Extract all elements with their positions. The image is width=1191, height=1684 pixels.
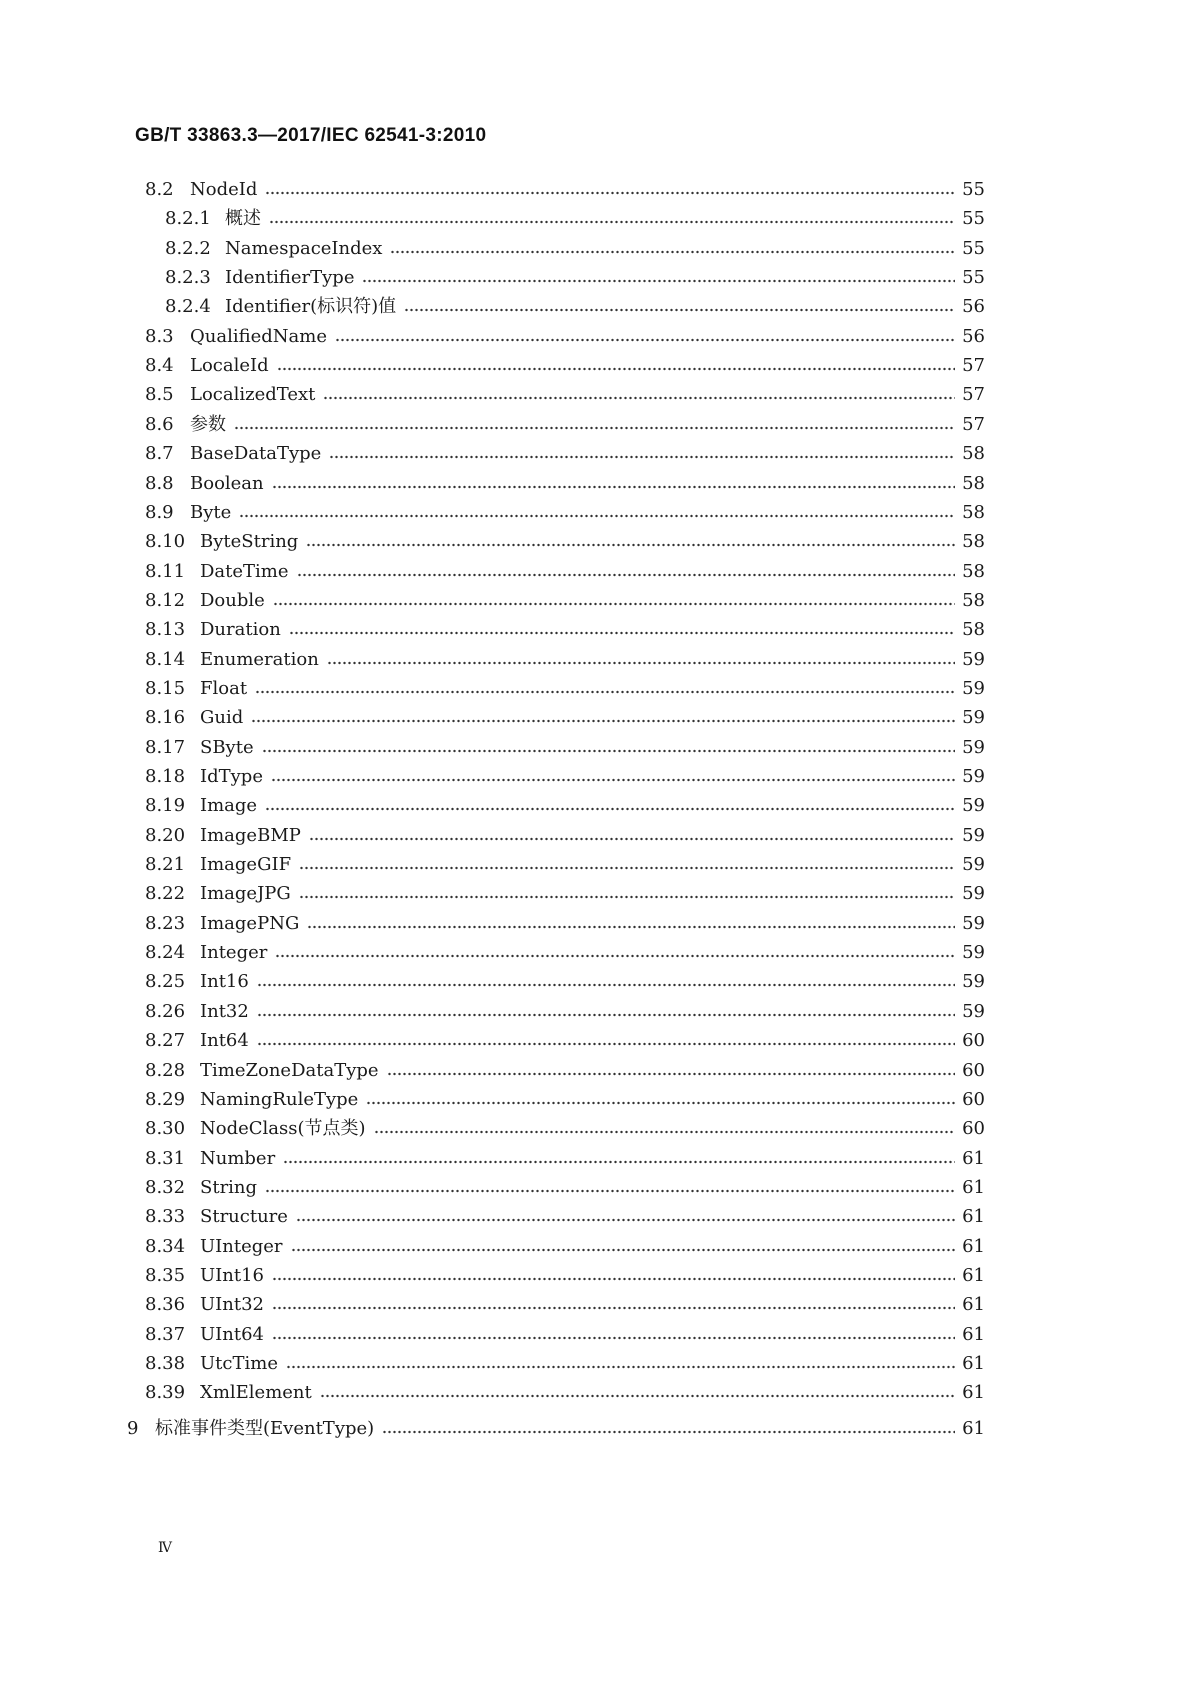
toc-entry-title: LocaleId	[190, 355, 269, 377]
toc-entry-page: 59	[962, 766, 985, 787]
toc-entry-number: 8.14	[145, 648, 186, 670]
toc-entry-title: NodeId	[190, 179, 258, 200]
dot-leader	[269, 220, 955, 224]
toc-entry-page: 55	[962, 208, 985, 230]
toc-entry-title: Boolean	[190, 472, 264, 494]
toc-entry-title: SByte	[200, 736, 254, 758]
toc-entry-page: 59	[962, 648, 985, 670]
toc-entry-title: Enumeration	[200, 648, 319, 670]
toc-entry-page: 59	[962, 1000, 985, 1022]
toc-entry-number: 8.25	[145, 971, 186, 993]
toc-entry[interactable]	[145, 383, 985, 407]
toc-entry-title: UInt32	[200, 1294, 265, 1316]
toc-entry-number: 8.13	[145, 619, 186, 641]
toc-entry[interactable]	[145, 824, 985, 848]
toc-entry-page: 59	[962, 824, 985, 846]
dot-leader	[374, 1130, 955, 1134]
dot-leader	[251, 719, 955, 723]
dot-leader	[265, 1189, 955, 1193]
toc-entry-page: 60	[962, 1030, 985, 1052]
toc-entry-page: 59	[962, 854, 985, 876]
toc-entry-page: 60	[962, 1118, 985, 1140]
dot-leader	[297, 573, 955, 577]
toc-entry[interactable]	[145, 618, 985, 642]
toc-entry[interactable]	[145, 941, 985, 965]
toc-entry-page: 60	[962, 1088, 985, 1110]
toc-entry-number: 8.27	[145, 1030, 186, 1052]
toc-entry-title: IdentifierType	[225, 267, 355, 289]
toc-entry-title: Int64	[200, 1030, 249, 1052]
toc-entry-number: 8.24	[145, 942, 186, 964]
toc-entry-title: LocalizedText	[190, 384, 316, 406]
toc-entry-title: UtcTime	[200, 1353, 278, 1374]
toc-entry[interactable]	[165, 266, 985, 290]
toc-entry-title: NamespaceIndex	[225, 237, 383, 259]
toc-entry[interactable]	[145, 736, 985, 760]
toc-entry-page: 58	[962, 560, 985, 582]
toc-entry-page: 61	[962, 1235, 985, 1257]
toc-entry[interactable]	[145, 1264, 985, 1288]
dot-leader	[366, 1101, 955, 1105]
toc-entry[interactable]	[165, 207, 985, 231]
toc-entry-title: ImageGIF	[200, 854, 292, 876]
toc-entry-page: 60	[962, 1059, 985, 1081]
toc-entry[interactable]	[145, 1117, 985, 1141]
toc-entry-title: String	[200, 1176, 258, 1198]
toc-entry-number: 8.31	[145, 1147, 186, 1169]
toc-entry[interactable]	[145, 1059, 985, 1083]
dot-leader	[329, 455, 955, 459]
toc-entry-number: 8.10	[145, 531, 186, 553]
toc-entry[interactable]	[145, 677, 985, 701]
toc-entry-number: 8.15	[145, 677, 186, 699]
toc-entry-number: 8.38	[145, 1353, 186, 1374]
toc-entry-number: 8.39	[145, 1382, 186, 1404]
dot-leader	[272, 1336, 955, 1340]
toc-entry-number: 8.2.4	[165, 296, 211, 318]
toc-entry[interactable]	[145, 1147, 985, 1171]
toc-entry-number: 8.3	[145, 325, 174, 347]
toc-entry-number: 8.17	[145, 736, 186, 758]
dot-leader	[265, 807, 955, 811]
dot-leader	[257, 1042, 955, 1046]
toc-entry-page: 59	[962, 942, 985, 964]
toc-entry-page: 55	[962, 179, 985, 200]
toc-entry-title: Duration	[200, 619, 281, 641]
toc-entry-title: ImageJPG	[200, 883, 291, 905]
toc-entry-number: 8.20	[145, 824, 186, 846]
dot-leader	[286, 1365, 955, 1369]
toc-entry-title: ImagePNG	[200, 912, 300, 934]
toc-entry[interactable]	[165, 295, 985, 319]
toc-entry-page: 58	[962, 619, 985, 641]
toc-entry[interactable]	[145, 970, 985, 994]
toc-entry-number: 8.36	[145, 1294, 186, 1316]
dot-leader	[387, 1072, 955, 1076]
dot-leader	[299, 895, 955, 899]
toc-entry-page: 57	[962, 384, 985, 406]
toc-entry-page: 56	[962, 325, 985, 347]
toc-entry-number: 8.12	[145, 589, 186, 611]
dot-leader	[271, 778, 955, 782]
toc-entry-number: 8.29	[145, 1088, 186, 1110]
toc-entry-title: QualifiedName	[190, 325, 327, 347]
toc-entry[interactable]	[145, 706, 985, 730]
toc-entry-page: 61	[962, 1417, 985, 1439]
dot-leader	[327, 661, 955, 665]
toc-entry-number: 9	[127, 1417, 139, 1439]
dot-leader	[239, 514, 955, 518]
toc-entry-number: 8.22	[145, 883, 186, 905]
toc-entry-number: 8.30	[145, 1118, 186, 1140]
toc-entry-page: 61	[962, 1323, 985, 1345]
toc-entry-title: NamingRuleType	[200, 1088, 359, 1110]
toc-entry[interactable]	[145, 1000, 985, 1024]
dot-leader	[309, 837, 955, 841]
toc-entry[interactable]	[145, 178, 985, 202]
toc-entry-title: ImageBMP	[200, 824, 301, 846]
toc-entry[interactable]	[145, 882, 985, 906]
page-number-footer: Ⅳ	[158, 1540, 173, 1556]
toc-entry[interactable]	[145, 560, 985, 584]
dot-leader	[283, 1160, 955, 1164]
toc-entry-title: ByteString	[200, 531, 299, 553]
dot-leader	[306, 543, 955, 547]
toc-entry-number: 8.37	[145, 1323, 186, 1345]
toc-entry[interactable]	[145, 648, 985, 672]
dot-leader	[335, 338, 955, 342]
dot-leader	[257, 983, 955, 987]
toc-entry[interactable]	[145, 442, 985, 466]
toc-entry-number: 8.8	[145, 472, 174, 494]
dot-leader	[272, 1306, 955, 1310]
toc-entry[interactable]	[145, 1381, 985, 1405]
dot-leader	[404, 308, 955, 312]
toc-entry-title: Double	[200, 589, 265, 611]
document-code-header: GB/T 33863.3—2017/IEC 62541-3:2010	[135, 125, 487, 146]
toc-entry-page: 58	[962, 472, 985, 494]
dot-leader	[307, 925, 955, 929]
toc-entry[interactable]	[145, 1029, 985, 1053]
toc-entry-number: 8.26	[145, 1000, 186, 1022]
toc-entry[interactable]	[165, 237, 985, 261]
toc-entry-page: 58	[962, 589, 985, 611]
toc-entry-title: UInt16	[200, 1264, 265, 1286]
toc-entry[interactable]	[145, 589, 985, 613]
dot-leader	[262, 749, 955, 753]
toc-entry-page: 59	[962, 883, 985, 905]
toc-entry-title: Int32	[200, 1000, 249, 1022]
toc-entry-number: 8.19	[145, 795, 186, 817]
toc-entry-page: 61	[962, 1206, 985, 1228]
dot-leader	[320, 1394, 955, 1398]
toc-entry-number: 8.35	[145, 1264, 186, 1286]
toc-entry[interactable]	[145, 1323, 985, 1347]
toc-entry-number: 8.4	[145, 355, 174, 377]
toc-entry-number: 8.34	[145, 1235, 186, 1257]
toc-entry[interactable]	[145, 1293, 985, 1317]
toc-entry-page: 59	[962, 707, 985, 729]
toc-entry-title: TimeZoneDataType	[200, 1059, 379, 1081]
toc-entry-number: 8.32	[145, 1176, 186, 1198]
toc-entry-title: XmlElement	[200, 1382, 312, 1404]
toc-entry-title: UInt64	[200, 1323, 265, 1345]
toc-entry-title: BaseDataType	[190, 443, 322, 465]
toc-entry-title: Number	[200, 1147, 276, 1169]
dot-leader	[390, 250, 955, 254]
toc-entry-number: 8.2.1	[165, 208, 211, 230]
toc-entry[interactable]	[145, 1352, 985, 1376]
toc-entry[interactable]	[145, 1176, 985, 1200]
toc-entry-number: 8.33	[145, 1206, 186, 1228]
toc-entry-page: 61	[962, 1147, 985, 1169]
toc-entry-page: 59	[962, 677, 985, 699]
dot-leader	[382, 1430, 955, 1434]
toc-entry-title: UInteger	[200, 1235, 283, 1257]
dot-leader	[255, 690, 955, 694]
toc-entry-title: Guid	[200, 707, 244, 729]
dot-leader	[272, 1277, 955, 1281]
toc-entry-page: 61	[962, 1176, 985, 1198]
toc-entry-page: 61	[962, 1264, 985, 1286]
dot-leader	[296, 1218, 955, 1222]
dot-leader	[273, 602, 955, 606]
toc-entry-title: Structure	[200, 1206, 288, 1228]
dot-leader	[272, 485, 955, 489]
toc-entry-number: 8.16	[145, 707, 186, 729]
dot-leader	[265, 191, 955, 195]
dot-leader	[362, 279, 955, 283]
toc-entry-page: 59	[962, 736, 985, 758]
dot-leader	[257, 1013, 955, 1017]
toc-entry[interactable]	[145, 1235, 985, 1259]
toc-entry[interactable]	[145, 765, 985, 789]
toc-entry-number: 8.23	[145, 912, 186, 934]
toc-entry-number: 8.2	[145, 179, 174, 200]
toc-entry-page: 57	[962, 413, 985, 435]
toc-entry-page: 61	[962, 1382, 985, 1404]
toc-entry[interactable]	[145, 1088, 985, 1112]
toc-entry-number: 8.7	[145, 443, 174, 465]
toc-entry-page: 58	[962, 443, 985, 465]
toc-entry-title: 概述	[225, 208, 261, 230]
toc-entry-title: 参数	[190, 413, 226, 435]
toc-entry[interactable]	[145, 354, 985, 378]
toc-entry[interactable]	[145, 472, 985, 496]
toc-entry-page: 61	[962, 1294, 985, 1316]
toc-entry-page: 57	[962, 355, 985, 377]
toc-entry[interactable]	[127, 1417, 985, 1441]
toc-entry-title: Integer	[200, 942, 268, 964]
toc-entry-page: 58	[962, 531, 985, 553]
dot-leader	[289, 631, 955, 635]
dot-leader	[275, 954, 955, 958]
toc-entry-title: Int16	[200, 971, 249, 993]
dot-leader	[323, 396, 955, 400]
toc-entry-number: 8.21	[145, 854, 186, 876]
toc-entry-title: Image	[200, 795, 258, 817]
toc-entry-number: 8.11	[145, 560, 186, 582]
toc-entry-number: 8.2.3	[165, 267, 211, 289]
toc-entry-page: 61	[962, 1353, 985, 1374]
toc-entry-title: DateTime	[200, 560, 289, 582]
toc-entry-number: 8.9	[145, 501, 174, 523]
dot-leader	[234, 426, 955, 430]
toc-entry-title: Identifier(标识符)值	[225, 296, 397, 318]
toc-entry-number: 8.5	[145, 384, 174, 406]
dot-leader	[299, 866, 955, 870]
toc-entry[interactable]	[145, 912, 985, 936]
toc-entry-page: 59	[962, 912, 985, 934]
toc-entry-title: Byte	[190, 501, 232, 523]
toc-entry[interactable]	[145, 530, 985, 554]
toc-entry-number: 8.6	[145, 413, 174, 435]
toc-entry-page: 59	[962, 795, 985, 817]
toc-entry[interactable]	[145, 501, 985, 525]
toc-entry-number: 8.2.2	[165, 237, 211, 259]
toc-entry-title: NodeClass(节点类)	[200, 1118, 366, 1140]
toc-entry-number: 8.18	[145, 766, 186, 787]
dot-leader	[277, 367, 955, 371]
toc-entry-page: 59	[962, 971, 985, 993]
toc-entry-page: 55	[962, 267, 985, 289]
dot-leader	[291, 1248, 955, 1252]
toc-entry[interactable]	[145, 794, 985, 818]
toc-entry-page: 58	[962, 501, 985, 523]
toc-entry-title: IdType	[200, 766, 263, 787]
toc-entry-title: Float	[200, 677, 248, 699]
toc-entry-page: 55	[962, 237, 985, 259]
toc-entry[interactable]	[145, 325, 985, 349]
toc-entry-number: 8.28	[145, 1059, 186, 1081]
toc-entry-title: 标准事件类型(EventType)	[155, 1417, 375, 1439]
toc-entry[interactable]	[145, 413, 985, 437]
toc-entry-page: 56	[962, 296, 985, 318]
toc-entry[interactable]	[145, 1205, 985, 1229]
toc-entry[interactable]	[145, 853, 985, 877]
